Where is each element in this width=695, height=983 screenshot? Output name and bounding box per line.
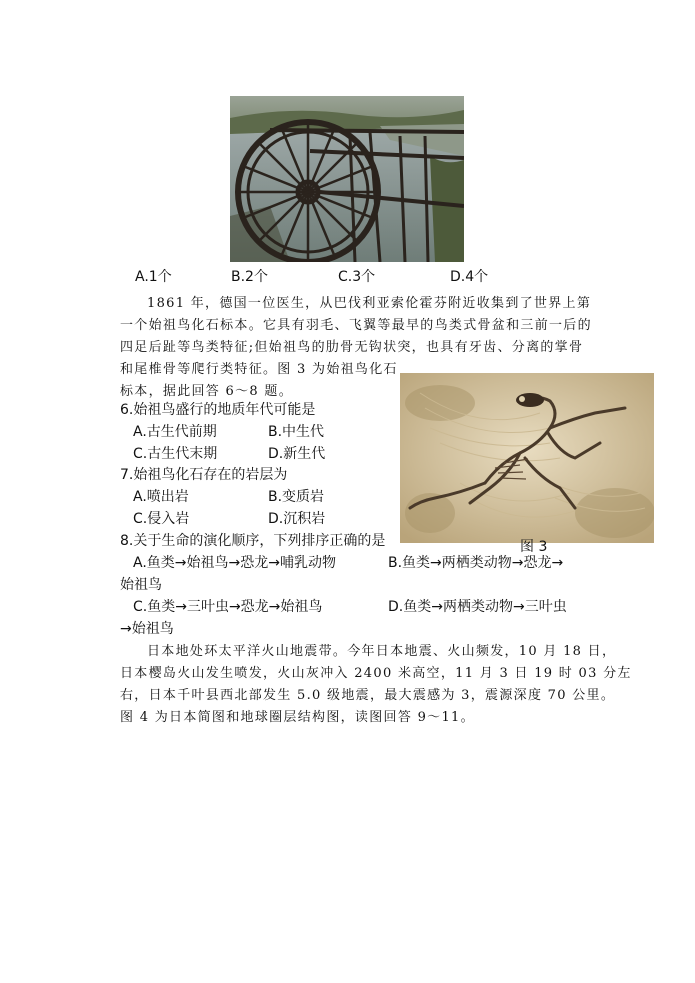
q6-option-b: B.中生代 — [268, 424, 325, 440]
passage2-line: 日本地处环太平洋火山地震带。今年日本地震、火山频发，10 月 18 日， — [147, 644, 617, 659]
waterwheel-photo — [230, 96, 464, 262]
q7-option-c: C.侵入岩 — [133, 511, 190, 527]
q6-option-c: C.古生代末期 — [133, 446, 218, 462]
q8-option-c: C.鱼类→三叶虫→恐龙→始祖鸟 — [133, 599, 323, 615]
q5-option-b: B.2个 — [231, 269, 268, 285]
passage1-line: 一个始祖鸟化石标本。它具有羽毛、飞翼等最早的鸟类式骨盆和三前一后的 — [120, 318, 592, 333]
passage1-line: 和尾椎骨等爬行类特征。图 3 为始祖鸟化石 — [120, 362, 398, 377]
q5-option-a: A.1个 — [135, 269, 172, 285]
passage2-line: 日本樱岛火山发生喷发，火山灰冲入 2400 米高空，11 月 3 日 19 时 03 分左 — [120, 666, 632, 681]
q7-option-a: A.喷出岩 — [133, 489, 189, 505]
passage2-line: 右，日本千叶县西北部发生 5.0 级地震，最大震感为 3，震源深度 70 公里。 — [120, 688, 616, 703]
passage2-line: 图 4 为日本简图和地球圈层结构图，读图回答 9～11。 — [120, 710, 475, 725]
q8-stem: 8.关于生命的演化顺序，下列排序正确的是 — [120, 533, 386, 549]
q8-option-d: D.鱼类→两栖类动物→三叶虫 — [388, 599, 567, 615]
q8-option-b: B.鱼类→两栖类动物→恐龙→ — [388, 555, 564, 571]
q7-option-d: D.沉积岩 — [268, 511, 326, 527]
q8-option-a: A.鱼类→始祖鸟→恐龙→哺乳动物 — [133, 555, 336, 571]
q7-stem: 7.始祖鸟化石存在的岩层为 — [120, 467, 288, 483]
passage1-line: 四足后趾等鸟类特征;但始祖鸟的肋骨无钩状突，也具有牙齿、分离的掌骨 — [120, 340, 584, 355]
q8-option-d-continued: →始祖鸟 — [120, 621, 174, 637]
q5-option-d: D.4个 — [450, 269, 489, 285]
figure-3-caption: 图 3 — [520, 539, 548, 555]
archaeopteryx-fossil-photo — [400, 373, 654, 543]
passage1-line: 标本，据此回答 6～8 题。 — [120, 384, 294, 399]
q6-option-a: A.古生代前期 — [133, 424, 217, 440]
q6-stem: 6.始祖鸟盛行的地质年代可能是 — [120, 402, 316, 418]
q5-option-c: C.3个 — [338, 269, 376, 285]
q6-option-d: D.新生代 — [268, 446, 326, 462]
q7-option-b: B.变质岩 — [268, 489, 325, 505]
passage1-line: 1861 年，德国一位医生，从巴伐利亚索伦霍芬附近收集到了世界上第 — [147, 296, 592, 311]
q8-option-b-continued: 始祖鸟 — [120, 577, 162, 593]
